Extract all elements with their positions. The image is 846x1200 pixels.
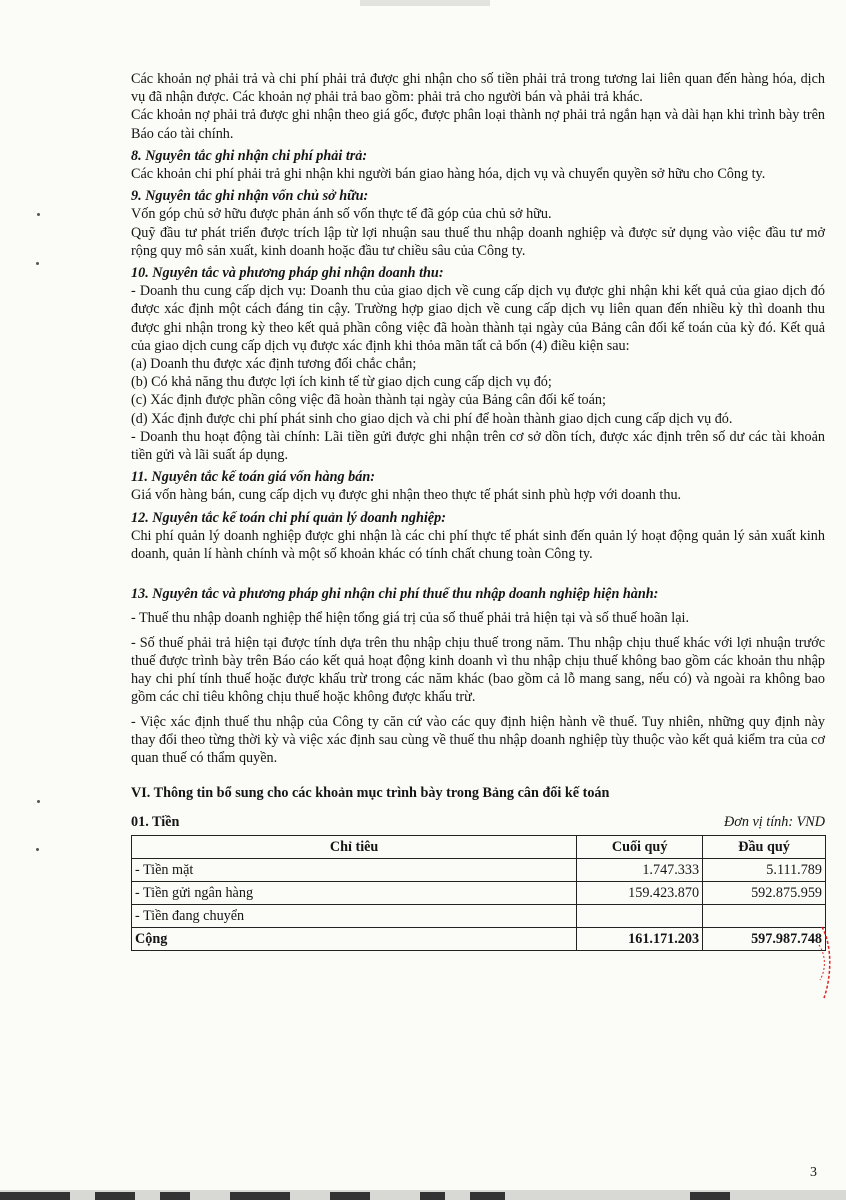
scan-artifact-bottom xyxy=(0,1190,846,1200)
document-page xyxy=(131,70,825,951)
total-start-value: 597.987.748 xyxy=(703,928,826,951)
table-row xyxy=(132,859,826,882)
section-11-text: Giá vốn hàng bán, cung cấp dịch vụ được ghi nhận theo thực tế phát sinh phù hợp với doanh thu. xyxy=(131,487,682,504)
header-indicator: Chỉ tiêu xyxy=(132,836,577,859)
row-start-value: 5.111.789 xyxy=(703,859,826,882)
total-end-value: 161.171.203 xyxy=(577,928,703,951)
cash-subheader xyxy=(131,814,825,831)
unit-label: Đơn vị tính: VND xyxy=(724,814,825,831)
section-9-heading: 9. Nguyên tắc ghi nhận vốn chủ sở hữu: xyxy=(131,188,369,205)
section-13-heading: 13. Nguyên tắc và phương pháp ghi nhận chi phí thuế thu nhập doanh nghiệp hiện hành: xyxy=(131,586,659,603)
section-10-text-d: (d) Xác định được chi phí phát sinh cho giao dịch và chi phí để hoàn thành giao dịch cung cấp dịch vụ đó. xyxy=(131,410,733,427)
paragraph-liabilities: Các khoản nợ phải trả và chi phí phải trả được ghi nhận cho số tiền phải trả trong tương lai liên quan đến hàng hóa, dịch vụ đã nhận được. Các khoản nợ phải trả bao gồm: phải trả cho người bán và phải trả khác. xyxy=(131,71,825,106)
table-row xyxy=(132,882,826,905)
row-label: - Tiền gửi ngân hàng xyxy=(132,882,577,905)
table-row xyxy=(132,905,826,928)
scan-speck xyxy=(36,262,39,265)
section-11-heading: 11. Nguyên tắc kế toán giá vốn hàng bán: xyxy=(131,469,375,486)
section-12-text: Chi phí quản lý doanh nghiệp được ghi nhận là các chi phí thực tế phát sinh đến quản lý hoạt động quản lý sản xuất kinh doanh, quản lí hành chính và một số khoản khác có tính chất chung toàn Công ty. xyxy=(131,527,825,563)
header-end-quarter: Cuối quý xyxy=(577,836,703,859)
row-label: - Tiền đang chuyển xyxy=(132,905,577,928)
section-9-text-2: Quỹ đầu tư phát triển được trích lập từ lợi nhuận sau thuế thu nhập doanh nghiệp và được sử dụng vào việc đầu tư mở rộng quy mô sản xuất, kinh doanh hoặc đầu tư chiều sâu của Công ty. xyxy=(131,224,825,259)
section-10-text-a: (a) Doanh thu được xác định tương đối chắc chắn; xyxy=(131,356,417,373)
row-label: - Tiền mặt xyxy=(132,859,577,882)
section-10-text-1: - Doanh thu cung cấp dịch vụ: Doanh thu của giao dịch về cung cấp dịch vụ được ghi nhận khi kết quả của giao dịch đó được xác định một cách đáng tin cậy. Trường hợp giao dịch về cung cấp dịch vụ liên quan đến nhiều kỳ thì doanh thu được ghi nhận trong kỳ theo kết quả phần công việc đã hoàn thành tại ngày của Bảng cân đối kế toán của kỳ đó. Kết quả của giao dịch cung cấp dịch vụ được xác định khi thỏa mãn tất cả bốn (4) điều kiện sau: xyxy=(131,283,825,354)
section-9-text-1: Vốn góp chủ sở hữu được phản ánh số vốn thực tế đã góp của chủ sở hữu. xyxy=(131,206,552,223)
section-12-heading: 12. Nguyên tắc kế toán chi phí quản lý doanh nghiệp: xyxy=(131,509,446,526)
stamp-edge-mark xyxy=(818,925,836,1000)
row-start-value xyxy=(703,905,826,928)
section-13-text-2: - Số thuế phải trả hiện tại được tính dựa trên thu nhập chịu thuế trong năm. Thu nhập chịu thuế khác với lợi nhuận trước thuế được trình bày trên Báo cáo kết quả hoạt động kinh doanh vì thu nhập chịu thuế không bao gồm các khoản thu nhập hay chi phí tính thuế hoặc được khấu trừ trong các năm khác (bao gồm cả lỗ mang sang, nếu có) và ngoài ra không bao gồm các chỉ tiêu không chịu thuế hoặc không được khấu trừ. xyxy=(131,634,825,706)
row-start-value: 592.875.959 xyxy=(703,882,826,905)
section-13-text-1: - Thuế thu nhập doanh nghiệp thể hiện tổng giá trị của số thuế phải trả hiện tại và số thuế hoãn lại. xyxy=(131,610,690,627)
row-end-value xyxy=(577,905,703,928)
total-label: Cộng xyxy=(132,928,577,951)
section-10-text-financial: - Doanh thu hoạt động tài chính: Lãi tiền gửi được ghi nhận trên cơ sở dồn tích, được xác định trên số dư các tài khoản tiền gửi và lãi suất áp dụng. xyxy=(131,428,825,464)
scan-speck xyxy=(36,848,39,851)
header-start-quarter: Đầu quý xyxy=(703,836,826,859)
scan-speck xyxy=(37,800,40,803)
section-vi-title: VI. Thông tin bổ sung cho các khoản mục trình bày trong Bảng cân đối kế toán xyxy=(131,785,610,802)
scan-artifact-top xyxy=(360,0,490,6)
scan-speck xyxy=(37,213,40,216)
table-total-row xyxy=(132,928,826,951)
section-8-text: Các khoản chi phí phải trả ghi nhận khi người bán giao hàng hóa, dịch vụ và chuyển quyền sở hữu cho Công ty. xyxy=(131,166,766,183)
page-number: 3 xyxy=(810,1165,817,1180)
row-end-value: 1.747.333 xyxy=(577,859,703,882)
section-8-heading: 8. Nguyên tắc ghi nhận chi phí phải trả: xyxy=(131,147,368,164)
section-10-text-b: (b) Có khả năng thu được lợi ích kinh tế từ giao dịch cung cấp dịch vụ đó; xyxy=(131,374,552,391)
cash-subtitle: 01. Tiền xyxy=(131,814,180,831)
cash-table xyxy=(131,835,826,951)
section-13-text-3: - Việc xác định thuế thu nhập của Công ty căn cứ vào các quy định hiện hành về thuế. Tuy nhiên, những quy định này thay đổi theo từng thời kỳ và việc xác định sau cùng về thuế thu nhập doanh nghiệp tùy thuộc vào kết quả kiểm tra của cơ quan thuế có thẩm quyền. xyxy=(131,713,825,766)
section-10-text-c: (c) Xác định được phần công việc đã hoàn thành tại ngày của Bảng cân đối kế toán; xyxy=(131,392,606,409)
row-end-value: 159.423.870 xyxy=(577,882,703,905)
paragraph-liabilities-cost: Các khoản nợ phải trả được ghi nhận theo giá gốc, được phân loại thành nợ phải trả ngắn hạn và dài hạn khi trình bày trên Báo cáo tài chính. xyxy=(131,107,825,142)
table-header-row xyxy=(132,836,826,859)
section-10-heading: 10. Nguyên tắc và phương pháp ghi nhận doanh thu: xyxy=(131,265,444,282)
